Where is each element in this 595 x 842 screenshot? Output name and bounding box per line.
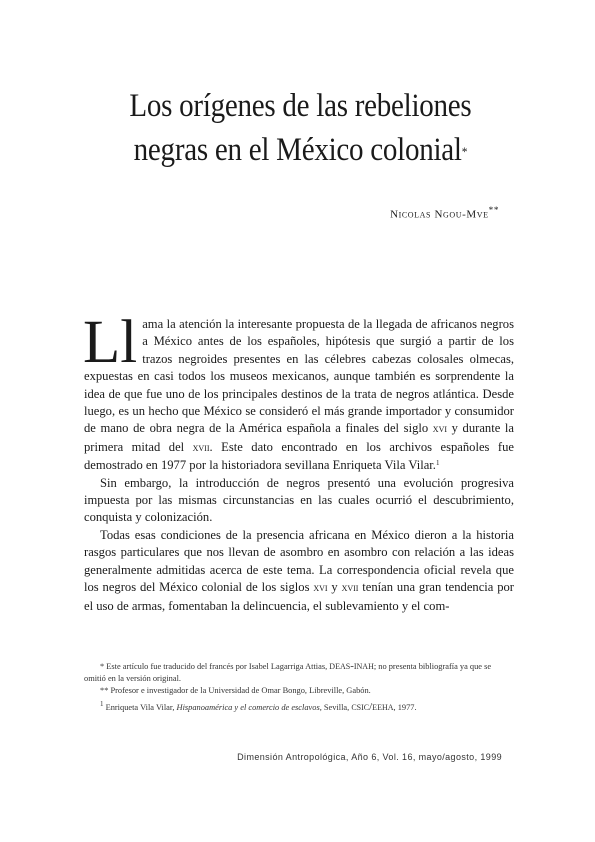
drop-cap: Ll: [83, 309, 138, 376]
author-footnote-mark: **: [488, 205, 499, 215]
author-byline: [390, 205, 499, 221]
footnote-1-text-a: * Este artículo fue traducido del francés por Isabel Lagarriga Attias,: [100, 662, 328, 671]
footnotes: [84, 660, 514, 714]
century-xvii: xvii: [341, 582, 359, 595]
title-line-1: Los orígenes de las rebeliones: [129, 88, 472, 124]
footnote-1-institution: deas-inah: [329, 660, 374, 672]
article-body: [83, 309, 515, 615]
title-footnote-mark: *: [461, 144, 468, 159]
century-xvi: xvi: [313, 582, 328, 595]
century-xvi: xvi: [432, 423, 448, 436]
paragraph-1: [83, 309, 515, 475]
footnote-3-text-a: Enriqueta Vila Vilar,: [105, 702, 175, 712]
author-name: Nicolas Ngou-Mve: [390, 208, 489, 221]
footnote-1-mark: 1: [100, 699, 104, 708]
title-line-2: [39, 128, 563, 172]
paragraph-2: Sin embargo, la introducción de negros presentó una evolución progresiva impuesta por las mismas circunstancias en las cuales ocurrió el descubrimiento, conquista y colonización.: [84, 475, 514, 525]
footnote-1-text-b: ; no presenta bibliografía ya que se omitió en la versión original.: [84, 662, 492, 684]
paragraph-1-text-c: . Este dato encontrado en los archivos españoles fue demostrado en 1977 por la historiadora sevillana Enriqueta Vila Vilar.: [84, 439, 514, 473]
paragraph-3-text-a: Todas esas condiciones de la presencia africana en México dieron a la historia rasgos particulares que nos llevan de asombro en asombro con relación a las ideas generalmente admitidas acerca de este tema. La correspondencia oficial revela que los negros del México colonial de los siglos: [84, 527, 514, 595]
paragraph-3-text-b: y: [331, 580, 338, 595]
footnote-author: ** Profesor e investigador de la Universidad de Omar Bongo, Libreville, Gabón.: [100, 686, 371, 696]
footnote-translation: [84, 660, 514, 685]
paragraph-3-text-c: tenían una gran tendencia por el uso de armas, fomentaban la delincuencia, el sublevamiento y el com-: [84, 580, 514, 613]
journal-footer: Dimensión Antropológica, Año 6, Vol. 16, mayo/agosto, 1999: [237, 752, 502, 762]
title-line-2-text: negras en el México colonial: [133, 132, 462, 168]
article-title: [39, 84, 563, 172]
paragraph-1-text-a: ama la atención la interesante propuesta de la llegada de africanos negros a México antes de los españoles, hipótesis que surgió a partir de los trazos negroides presentes en las célebres cabezas colosales olmecas, expuestas en casi todos los museos mexicanos, aunque también es sorprendente la idea de que fue uno de los principales destinos de la trata de negros atlántica. Desde luego, es un hecho que México se consideró el más grande importador y consumidor de mano de obra negra de la América española a finales del siglo: [84, 317, 514, 436]
footnote-ref-1[interactable]: 1: [435, 459, 440, 468]
footnote-3-text-c: , 1977.: [393, 702, 417, 712]
footnote-3-text-b: , Sevilla,: [319, 702, 350, 712]
footnote-1: [84, 698, 514, 714]
paragraph-3: [84, 527, 514, 615]
footnote-3-institution: csic/eeha: [351, 700, 394, 713]
cited-book-title: Hispanoamérica y el comercio de esclavos: [176, 702, 320, 712]
century-xvii: xvii: [192, 441, 210, 454]
paragraph-1-text-b: y durante la primera mitad del: [84, 421, 515, 454]
